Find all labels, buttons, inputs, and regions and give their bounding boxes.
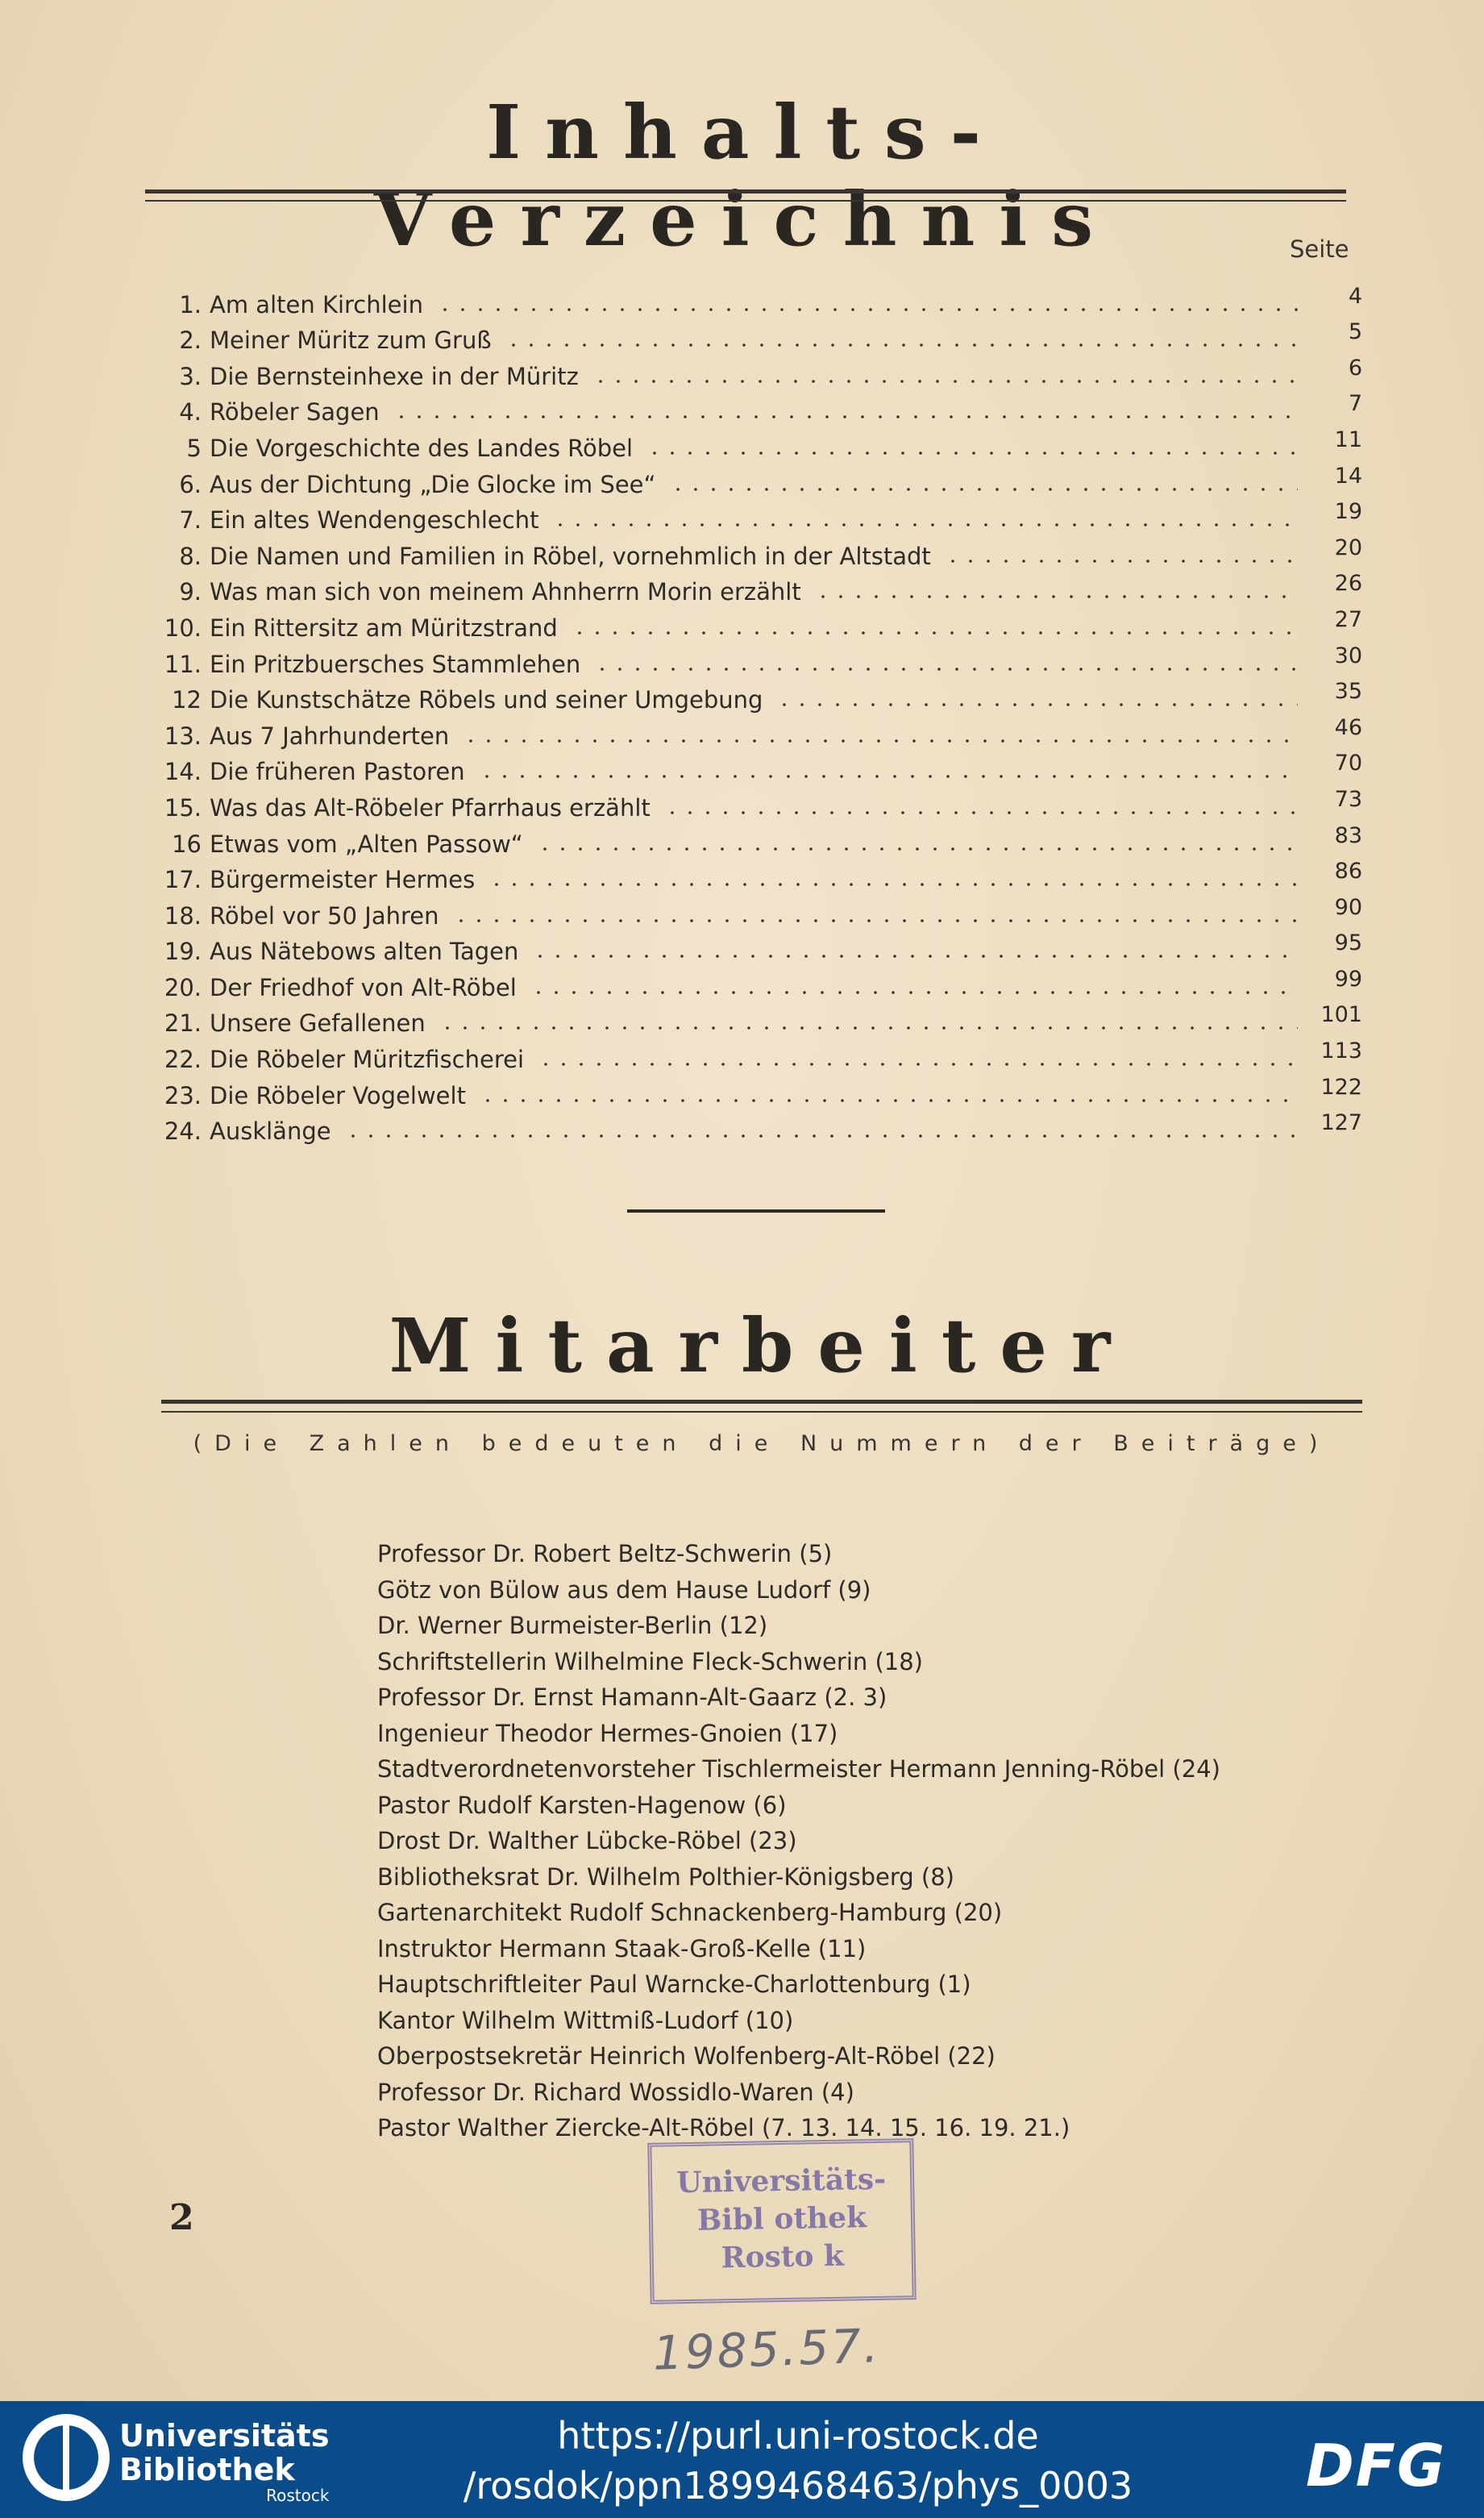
toc-item bbox=[161, 282, 1362, 318]
contributor-item: Professor Dr. Robert Beltz-Schwerin (5) bbox=[377, 1540, 833, 1567]
toc-item-number: 22. bbox=[164, 1046, 202, 1074]
toc-item-page: 99 bbox=[1334, 966, 1362, 992]
toc-item bbox=[161, 1109, 1362, 1146]
toc-item-number: 17. bbox=[164, 866, 202, 894]
toc-item-number: 3. bbox=[179, 362, 202, 390]
contributors-list bbox=[377, 1540, 1345, 2150]
stamp-line: Rosto k bbox=[721, 2238, 845, 2275]
toc-item-number: 9. bbox=[179, 578, 202, 606]
contributor-item: Kantor Wilhelm Wittmiß-Ludorf (10) bbox=[377, 2006, 794, 2034]
toc-item-number: 6. bbox=[179, 470, 202, 498]
contributor-item: Ingenieur Theodor Hermes-Gnoien (17) bbox=[377, 1719, 838, 1747]
toc-item bbox=[161, 822, 1362, 858]
toc-item-title: Aus Nätebows alten Tagen bbox=[210, 938, 519, 966]
toc-item-page: 4 bbox=[1348, 283, 1362, 309]
toc-item-title: Die Vorgeschichte des Landes Röbel bbox=[210, 434, 634, 462]
page-number: 2 bbox=[169, 2197, 194, 2238]
toc-item-page: 5 bbox=[1348, 319, 1362, 345]
contributor-item: Professor Dr. Richard Wossidlo-Waren (4) bbox=[377, 2078, 854, 2106]
toc-item bbox=[161, 858, 1362, 894]
toc-item bbox=[161, 462, 1362, 498]
toc-item-page: 70 bbox=[1334, 751, 1362, 776]
toc-page-column-label: Seite bbox=[1290, 235, 1349, 263]
toc-item-title: Unsere Gefallenen bbox=[210, 1009, 426, 1038]
toc-leader-dots bbox=[592, 379, 1298, 384]
toc-item-number: 11. bbox=[164, 650, 202, 678]
toc-item-title: Die Röbeler Vogelwelt bbox=[210, 1081, 466, 1109]
handwritten-shelfmark: 1985.57. bbox=[651, 2318, 882, 2381]
toc-item-number: 18. bbox=[164, 901, 202, 930]
toc-item bbox=[161, 1001, 1362, 1038]
toc-item-page: 46 bbox=[1334, 714, 1362, 740]
toc-list bbox=[161, 282, 1362, 1145]
toc-item-title: Röbeler Sagen bbox=[210, 398, 380, 427]
toc-leader-dots bbox=[663, 810, 1298, 815]
contributor-item: Dr. Werner Burmeister-Berlin (12) bbox=[377, 1612, 768, 1639]
contributors-title: Mitarbeiter bbox=[389, 1302, 1135, 1389]
toc-item-page: 30 bbox=[1334, 643, 1362, 668]
toc-item-title: Die Bernsteinhexe in der Müritz bbox=[210, 362, 579, 390]
toc-item-title: Am alten Kirchlein bbox=[210, 290, 423, 318]
contributor-item: Bibliotheksrat Dr. Wilhelm Polthier-Königsberg (8) bbox=[377, 1862, 954, 1891]
toc-item bbox=[161, 390, 1362, 427]
toc-item-title: Bürgermeister Hermes bbox=[210, 866, 476, 894]
toc-item-page: 101 bbox=[1320, 1002, 1362, 1028]
toc-item bbox=[161, 642, 1362, 678]
toc-leader-dots bbox=[646, 451, 1298, 456]
toc-item bbox=[161, 714, 1362, 750]
toc-item-number: 10. bbox=[164, 614, 202, 642]
toc-item-title: Was man sich von meinem Ahnherrn Morin erzählt bbox=[210, 578, 801, 606]
toc-leader-dots bbox=[439, 1026, 1298, 1030]
toc-item bbox=[161, 965, 1362, 1001]
toc-leader-dots bbox=[775, 702, 1298, 707]
toc-item-title: Ein altes Wendengeschlecht bbox=[210, 506, 539, 535]
toc-leader-dots bbox=[393, 414, 1298, 419]
toc-leader-dots bbox=[537, 1062, 1298, 1067]
url-line: /rosdok/ppn1899468463/phys_0003 bbox=[463, 2464, 1133, 2508]
toc-item-page: 7 bbox=[1348, 391, 1362, 417]
toc-item bbox=[161, 678, 1362, 714]
toc-item-page: 122 bbox=[1320, 1074, 1362, 1100]
contributor-item: Götz von Bülow aus dem Hause Ludorf (9) bbox=[377, 1575, 871, 1604]
toc-item-page: 20 bbox=[1334, 535, 1362, 560]
contributor-item: Instruktor Hermann Staak-Groß-Kelle (11) bbox=[377, 1934, 867, 1962]
toc-item bbox=[161, 534, 1362, 570]
toc-leader-dots bbox=[488, 882, 1298, 887]
toc-item bbox=[161, 930, 1362, 966]
toc-title-rule-bottom bbox=[145, 200, 1346, 202]
toc-leader-dots bbox=[479, 1098, 1298, 1103]
url-line: https://purl.uni-rostock.de bbox=[557, 2414, 1039, 2458]
toc-item-number: 8. bbox=[179, 542, 202, 570]
toc-item-title: Was das Alt-Röbeler Pfarrhaus erzählt bbox=[210, 793, 651, 822]
toc-item-number: 16 bbox=[172, 830, 202, 858]
toc-leader-dots bbox=[669, 487, 1298, 492]
contributor-item: Gartenarchitekt Rudolf Schnackenberg-Hamburg (20) bbox=[377, 1899, 1003, 1926]
toc-item-number: 21. bbox=[164, 1009, 202, 1038]
toc-item-title: Ausklänge bbox=[210, 1117, 331, 1146]
contributor-item: Schriftstellerin Wilhelmine Fleck-Schwerin (18) bbox=[377, 1647, 923, 1675]
university-library-logo-text[interactable] bbox=[119, 2419, 329, 2504]
toc-leader-dots bbox=[536, 847, 1298, 851]
toc-item-page: 27 bbox=[1334, 606, 1362, 632]
toc-item-title: Ein Pritzbuersches Stammlehen bbox=[210, 650, 581, 678]
toc-item-number: 15. bbox=[164, 793, 202, 822]
persistent-url-link[interactable] bbox=[435, 2411, 1161, 2511]
toc-leader-dots bbox=[530, 990, 1298, 995]
contributor-item: Hauptschriftleiter Paul Warncke-Charlottenburg (1) bbox=[377, 1971, 971, 1998]
toc-item-number: 12 bbox=[172, 686, 202, 714]
contributor-item: Pastor Rudolf Karsten-Hagenow (6) bbox=[377, 1791, 787, 1819]
toc-title: Inhalts-Verzeichnis bbox=[373, 89, 1118, 263]
contributor-item: Professor Dr. Ernst Hamann-Alt-Gaarz (2. 3) bbox=[377, 1684, 887, 1711]
toc-item-title: Aus der Dichtung „Die Glocke im See“ bbox=[210, 470, 656, 498]
contributors-subtitle: (Die Zahlen bedeuten die Nummern der Beiträge) bbox=[193, 1431, 1331, 1456]
toc-item-number: 13. bbox=[164, 722, 202, 750]
toc-item-number: 24. bbox=[164, 1117, 202, 1146]
library-stamp bbox=[647, 2138, 916, 2304]
logo-line: Rostock bbox=[266, 2486, 330, 2505]
toc-leader-dots bbox=[478, 774, 1298, 779]
toc-title-rule-top bbox=[145, 189, 1346, 194]
toc-item-number: 7. bbox=[179, 506, 202, 535]
contributor-item: Stadtverordnetenvorsteher Tischlermeister Hermann Jenning-Röbel (24) bbox=[377, 1755, 1220, 1783]
toc-item-number: 20. bbox=[164, 973, 202, 1001]
toc-item bbox=[161, 318, 1362, 355]
toc-item-page: 83 bbox=[1334, 822, 1362, 848]
toc-item bbox=[161, 893, 1362, 930]
toc-item bbox=[161, 785, 1362, 822]
toc-item-page: 73 bbox=[1334, 786, 1362, 812]
toc-item bbox=[161, 570, 1362, 606]
toc-item-page: 113 bbox=[1320, 1038, 1362, 1064]
toc-item-title: Meiner Müritz zum Gruß bbox=[210, 327, 492, 355]
toc-item-page: 127 bbox=[1320, 1110, 1362, 1136]
contributor-item: Oberpostsekretär Heinrich Wolfenberg-Alt-Röbel (22) bbox=[377, 2042, 996, 2070]
toc-item-page: 11 bbox=[1334, 427, 1362, 452]
toc-item-page: 19 bbox=[1334, 499, 1362, 525]
toc-item-page: 86 bbox=[1334, 859, 1362, 884]
toc-item-page: 35 bbox=[1334, 679, 1362, 705]
toc-leader-dots bbox=[344, 1134, 1298, 1138]
stamp-line: Universitäts- bbox=[675, 2162, 887, 2200]
toc-item-number: 1. bbox=[179, 290, 202, 318]
toc-leader-dots bbox=[505, 343, 1298, 348]
toc-item-page: 95 bbox=[1334, 930, 1362, 956]
toc-item-title: Aus 7 Jahrhunderten bbox=[210, 722, 450, 750]
toc-item bbox=[161, 750, 1362, 786]
toc-leader-dots bbox=[452, 918, 1299, 923]
toc-item-number: 19. bbox=[164, 938, 202, 966]
toc-item-title: Die früheren Pastoren bbox=[210, 758, 465, 786]
logo-line: Bibliothek bbox=[119, 2452, 295, 2487]
toc-item-title: Der Friedhof von Alt-Röbel bbox=[210, 973, 517, 1001]
contributor-item: Pastor Walther Ziercke-Alt-Röbel (7. 13. 14. 15. 16. 19. 21.) bbox=[377, 2114, 1070, 2141]
contributors-title-rule-top bbox=[161, 1400, 1362, 1404]
toc-item-number: 4. bbox=[179, 398, 202, 427]
toc-leader-dots bbox=[436, 307, 1298, 312]
toc-leader-dots bbox=[593, 667, 1298, 672]
toc-item bbox=[161, 498, 1362, 535]
toc-item-number: 2. bbox=[179, 327, 202, 355]
toc-item-number: 5 bbox=[186, 434, 202, 462]
toc-item-number: 23. bbox=[164, 1081, 202, 1109]
digitization-footer bbox=[0, 2401, 1484, 2518]
toc-leader-dots bbox=[531, 954, 1298, 959]
toc-item bbox=[161, 1037, 1362, 1073]
toc-item bbox=[161, 1073, 1362, 1109]
toc-item-number: 14. bbox=[164, 758, 202, 786]
toc-item-page: 14 bbox=[1334, 463, 1362, 489]
toc-item-title: Die Namen und Familien in Röbel, vornehmlich in der Altstadt bbox=[210, 542, 931, 570]
dfg-logo[interactable]: DFG bbox=[1306, 2432, 1447, 2499]
toc-leader-dots bbox=[571, 631, 1298, 635]
toc-item bbox=[161, 354, 1362, 390]
contributor-item: Drost Dr. Walther Lübcke-Röbel (23) bbox=[377, 1827, 797, 1854]
toc-leader-dots bbox=[814, 594, 1298, 599]
section-divider bbox=[627, 1209, 885, 1213]
toc-item-page: 26 bbox=[1334, 571, 1362, 597]
university-library-logo-icon[interactable] bbox=[23, 2414, 110, 2501]
toc-leader-dots bbox=[944, 559, 1298, 564]
toc-item bbox=[161, 426, 1362, 462]
toc-item-title: Röbel vor 50 Jahren bbox=[210, 901, 439, 930]
toc-item-page: 90 bbox=[1334, 894, 1362, 920]
contributors-title-rule-bottom bbox=[161, 1411, 1362, 1413]
toc-item-title: Die Röbeler Müritzfischerei bbox=[210, 1046, 525, 1074]
logo-line: Universitäts bbox=[119, 2418, 330, 2453]
toc-item bbox=[161, 606, 1362, 642]
toc-item-title: Die Kunstschätze Röbels und seiner Umgebung bbox=[210, 686, 763, 714]
toc-item-page: 6 bbox=[1348, 355, 1362, 381]
toc-item-title: Ein Rittersitz am Müritzstrand bbox=[210, 614, 558, 642]
toc-leader-dots bbox=[551, 522, 1298, 527]
stamp-line: Bibl othek bbox=[696, 2200, 867, 2237]
toc-leader-dots bbox=[462, 739, 1298, 743]
toc-item-title: Etwas vom „Alten Passow“ bbox=[210, 830, 523, 858]
